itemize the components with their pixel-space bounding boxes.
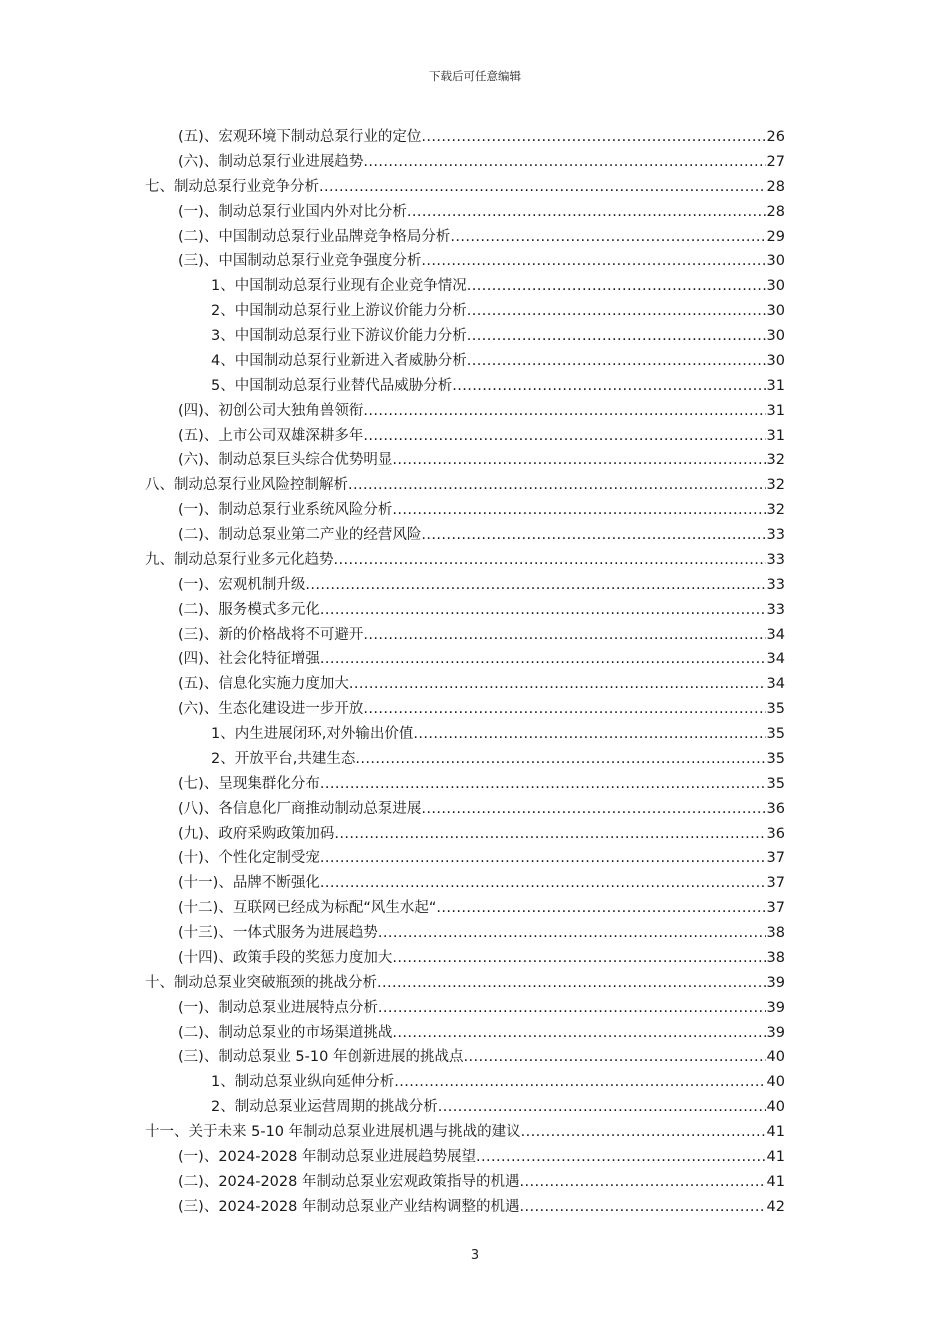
toc-entry-page: 33 bbox=[766, 527, 785, 543]
toc-entry-title: 3、中国制动总泵行业下游议价能力分析 bbox=[211, 328, 467, 344]
toc-entry[interactable] bbox=[145, 498, 785, 523]
toc-dot-leader bbox=[467, 299, 766, 324]
toc-entry[interactable] bbox=[145, 871, 785, 896]
toc-entry-title: (三)、2024-2028 年制动总泵业产业结构调整的机遇 bbox=[178, 1198, 520, 1215]
toc-entry-title: 4、中国制动总泵行业新进入者威胁分析 bbox=[211, 352, 467, 369]
toc-dot-leader bbox=[519, 1195, 765, 1220]
toc-dot-leader bbox=[421, 797, 765, 822]
toc-entry-page: 26 bbox=[766, 129, 785, 145]
toc-dot-leader bbox=[378, 996, 766, 1021]
toc-entry[interactable] bbox=[145, 175, 785, 200]
toc-dot-leader bbox=[334, 548, 766, 573]
toc-entry-title: (五)、上市公司双雄深耕多年 bbox=[178, 427, 364, 444]
toc-entry-title: (四)、初创公司大独角兽领衔 bbox=[178, 402, 364, 419]
toc-entry-page: 36 bbox=[766, 800, 785, 817]
toc-dot-leader bbox=[392, 498, 765, 523]
toc-entry[interactable] bbox=[145, 822, 785, 847]
toc-entry-page: 28 bbox=[766, 178, 785, 195]
toc-entry-title: (一)、2024-2028 年制动总泵业进展趋势展望 bbox=[178, 1148, 476, 1165]
toc-dot-leader bbox=[349, 672, 766, 697]
toc-entry-page: 35 bbox=[766, 775, 785, 792]
toc-entry-page: 30 bbox=[766, 253, 785, 270]
toc-dot-leader bbox=[334, 822, 765, 847]
toc-entry[interactable] bbox=[145, 225, 785, 250]
toc-entry-page: 31 bbox=[766, 377, 785, 394]
toc-entry-page: 37 bbox=[766, 875, 785, 892]
toc-entry[interactable] bbox=[145, 200, 785, 225]
toc-entry-title: (五)、信息化实施力度加大 bbox=[178, 676, 349, 693]
toc-entry-title: 九、制动总泵行业多元化趋势 bbox=[145, 551, 334, 568]
toc-entry[interactable] bbox=[145, 946, 785, 971]
table-of-contents bbox=[145, 125, 785, 1220]
toc-entry-page: 31 bbox=[766, 427, 785, 444]
toc-dot-leader bbox=[392, 946, 765, 971]
toc-entry-title: (六)、制动总泵行业进展趋势 bbox=[178, 153, 364, 170]
toc-dot-leader bbox=[392, 448, 765, 473]
toc-entry-title: (十二)、互联网已经成为标配“风生水起“ bbox=[178, 900, 437, 917]
toc-entry[interactable] bbox=[145, 424, 785, 449]
toc-entry-title: (六)、制动总泵巨头综合优势明显 bbox=[178, 452, 393, 469]
toc-dot-leader bbox=[363, 399, 765, 424]
toc-entry[interactable] bbox=[145, 249, 785, 274]
toc-entry-title: (九)、政府采购政策加码 bbox=[178, 825, 335, 842]
toc-entry-page: 42 bbox=[766, 1198, 785, 1215]
toc-entry-title: 5、中国制动总泵行业替代品威胁分析 bbox=[211, 377, 453, 394]
toc-dot-leader bbox=[363, 623, 765, 648]
toc-dot-leader bbox=[355, 747, 765, 772]
toc-dot-leader bbox=[319, 175, 766, 200]
toc-dot-leader bbox=[394, 1070, 765, 1095]
toc-entry-page: 30 bbox=[766, 352, 785, 369]
toc-entry-title: (二)、2024-2028 年制动总泵业宏观政策指导的机遇 bbox=[178, 1173, 520, 1190]
toc-entry-title: (六)、生态化建设进一步开放 bbox=[178, 701, 364, 718]
toc-entry[interactable] bbox=[145, 722, 785, 747]
toc-dot-leader bbox=[320, 598, 766, 623]
toc-dot-leader bbox=[467, 324, 766, 349]
toc-entry-title: (十三)、一体式服务为进展趋势 bbox=[178, 925, 378, 941]
toc-entry-title: (五)、宏观环境下制动总泵行业的定位 bbox=[178, 129, 422, 145]
toc-entry-title: (一)、制动总泵行业国内外对比分析 bbox=[178, 203, 407, 220]
toc-dot-leader bbox=[438, 1095, 766, 1120]
toc-dot-leader bbox=[378, 921, 766, 946]
toc-entry[interactable] bbox=[145, 1070, 785, 1095]
toc-entry-page: 30 bbox=[766, 328, 785, 344]
toc-entry-page: 41 bbox=[766, 1148, 785, 1165]
toc-entry[interactable] bbox=[145, 598, 785, 623]
toc-entry-page: 30 bbox=[766, 278, 785, 295]
toc-entry-page: 38 bbox=[766, 949, 785, 966]
toc-entry[interactable] bbox=[145, 697, 785, 722]
toc-entry-title: 2、开放平台,共建生态 bbox=[211, 750, 356, 767]
toc-entry-title: (八)、各信息化厂商推动制动总泵进展 bbox=[178, 800, 422, 817]
toc-entry-title: 1、内生进展闭环,对外输出价值 bbox=[211, 726, 414, 742]
toc-entry-page: 34 bbox=[766, 651, 785, 668]
toc-entry-title: (一)、制动总泵业进展特点分析 bbox=[178, 999, 378, 1016]
toc-entry-title: 八、制动总泵行业风险控制解析 bbox=[145, 477, 348, 494]
toc-dot-leader bbox=[450, 225, 765, 250]
toc-entry-title: (三)、制动总泵业 5-10 年创新进展的挑战点 bbox=[178, 1049, 464, 1066]
toc-dot-leader bbox=[407, 200, 766, 225]
toc-entry-title: (二)、中国制动总泵行业品牌竞争格局分析 bbox=[178, 228, 451, 245]
toc-entry-title: (二)、服务模式多元化 bbox=[178, 601, 320, 618]
toc-dot-leader bbox=[320, 846, 766, 871]
toc-entry[interactable] bbox=[145, 971, 785, 996]
toc-dot-leader bbox=[421, 249, 765, 274]
toc-entry-title: (四)、社会化特征增强 bbox=[178, 651, 320, 668]
toc-entry[interactable] bbox=[145, 374, 785, 399]
toc-entry[interactable] bbox=[145, 299, 785, 324]
toc-entry-page: 32 bbox=[766, 477, 785, 494]
toc-entry[interactable] bbox=[145, 921, 785, 946]
toc-entry-page: 34 bbox=[766, 626, 785, 643]
toc-dot-leader bbox=[320, 647, 766, 672]
toc-dot-leader bbox=[463, 1045, 765, 1070]
toc-entry-title: (三)、中国制动总泵行业竞争强度分析 bbox=[178, 253, 422, 270]
toc-dot-leader bbox=[363, 150, 765, 175]
toc-entry[interactable] bbox=[145, 1120, 785, 1145]
toc-dot-leader bbox=[363, 424, 765, 449]
toc-entry-page: 38 bbox=[766, 925, 785, 941]
toc-entry[interactable] bbox=[145, 1170, 785, 1195]
toc-dot-leader bbox=[320, 772, 766, 797]
toc-entry-page: 31 bbox=[766, 402, 785, 419]
toc-entry-page: 35 bbox=[766, 701, 785, 718]
toc-entry-page: 34 bbox=[766, 676, 785, 693]
toc-entry-title: 七、制动总泵行业竞争分析 bbox=[145, 178, 319, 195]
toc-entry-title: (七)、呈现集群化分布 bbox=[178, 775, 320, 792]
toc-entry-page: 40 bbox=[766, 1049, 785, 1066]
toc-dot-leader bbox=[421, 523, 765, 548]
page-number: 3 bbox=[470, 1248, 480, 1263]
toc-dot-leader bbox=[413, 722, 765, 747]
toc-dot-leader bbox=[467, 274, 766, 299]
toc-dot-leader bbox=[476, 1145, 766, 1170]
toc-entry-title: (十)、个性化定制受宠 bbox=[178, 850, 320, 867]
toc-entry[interactable] bbox=[145, 473, 785, 498]
toc-entry-title: (一)、宏观机制升级 bbox=[178, 576, 306, 593]
toc-dot-leader bbox=[392, 1021, 765, 1046]
toc-entry-page: 32 bbox=[766, 452, 785, 469]
toc-dot-leader bbox=[436, 896, 765, 921]
toc-entry-page: 30 bbox=[766, 303, 785, 320]
toc-entry[interactable] bbox=[145, 672, 785, 697]
toc-entry[interactable] bbox=[145, 772, 785, 797]
toc-entry-page: 29 bbox=[766, 228, 785, 245]
toc-entry[interactable] bbox=[145, 548, 785, 573]
toc-entry-title: 十一、关于未来 5-10 年制动总泵业进展机遇与挑战的建议 bbox=[145, 1124, 521, 1140]
toc-entry-page: 27 bbox=[766, 153, 785, 170]
toc-entry-page: 39 bbox=[766, 999, 785, 1016]
toc-entry-title: (一)、制动总泵行业系统风险分析 bbox=[178, 502, 393, 519]
toc-entry-title: (三)、新的价格战将不可避开 bbox=[178, 626, 364, 643]
toc-entry-page: 37 bbox=[766, 900, 785, 917]
toc-entry-page: 35 bbox=[766, 750, 785, 767]
toc-entry-title: 1、中国制动总泵行业现有企业竞争情况 bbox=[211, 278, 467, 295]
toc-entry-title: 十、制动总泵业突破瓶颈的挑战分析 bbox=[145, 974, 377, 991]
toc-dot-leader bbox=[377, 971, 766, 996]
toc-entry-page: 40 bbox=[766, 1074, 785, 1091]
toc-entry[interactable] bbox=[145, 996, 785, 1021]
toc-entry[interactable] bbox=[145, 349, 785, 374]
toc-entry-page: 37 bbox=[766, 850, 785, 867]
toc-entry-page: 33 bbox=[766, 551, 785, 568]
toc-entry[interactable] bbox=[145, 399, 785, 424]
toc-entry[interactable] bbox=[145, 647, 785, 672]
toc-entry-page: 28 bbox=[766, 203, 785, 220]
toc-entry[interactable] bbox=[145, 1045, 785, 1070]
toc-entry[interactable] bbox=[145, 324, 785, 349]
toc-entry[interactable] bbox=[145, 523, 785, 548]
toc-entry-page: 39 bbox=[766, 1024, 785, 1041]
toc-dot-leader bbox=[519, 1170, 765, 1195]
toc-dot-leader bbox=[421, 125, 765, 150]
toc-entry[interactable] bbox=[145, 274, 785, 299]
toc-entry[interactable] bbox=[145, 573, 785, 598]
toc-entry[interactable] bbox=[145, 125, 785, 150]
toc-entry-title: 1、制动总泵业纵向延伸分析 bbox=[211, 1074, 395, 1091]
toc-entry-title: (二)、制动总泵业第二产业的经营风险 bbox=[178, 527, 422, 543]
toc-entry-page: 39 bbox=[766, 974, 785, 991]
toc-entry-page: 33 bbox=[766, 601, 785, 618]
toc-entry-page: 41 bbox=[766, 1124, 785, 1140]
toc-dot-leader bbox=[521, 1120, 766, 1145]
toc-dot-leader bbox=[348, 473, 766, 498]
toc-entry-page: 40 bbox=[766, 1099, 785, 1116]
page-header: 下载后可任意编辑 bbox=[429, 69, 521, 83]
toc-entry[interactable] bbox=[145, 1145, 785, 1170]
toc-entry-title: 2、制动总泵业运营周期的挑战分析 bbox=[211, 1099, 438, 1116]
toc-entry[interactable] bbox=[145, 448, 785, 473]
toc-entry-page: 36 bbox=[766, 825, 785, 842]
toc-dot-leader bbox=[467, 349, 766, 374]
toc-entry-title: (十一)、品牌不断强化 bbox=[178, 875, 320, 892]
toc-entry[interactable] bbox=[145, 1021, 785, 1046]
toc-entry-page: 32 bbox=[766, 502, 785, 519]
toc-entry[interactable] bbox=[145, 896, 785, 921]
toc-entry-page: 35 bbox=[766, 726, 785, 742]
toc-entry[interactable] bbox=[145, 150, 785, 175]
toc-entry-title: (二)、制动总泵业的市场渠道挑战 bbox=[178, 1024, 393, 1041]
toc-entry-title: (十四)、政策手段的奖惩力度加大 bbox=[178, 949, 393, 966]
toc-entry-title: 2、中国制动总泵行业上游议价能力分析 bbox=[211, 303, 467, 320]
toc-dot-leader bbox=[305, 573, 765, 598]
toc-entry-page: 41 bbox=[766, 1173, 785, 1190]
toc-dot-leader bbox=[320, 871, 766, 896]
toc-entry[interactable] bbox=[145, 1195, 785, 1220]
toc-entry[interactable] bbox=[145, 797, 785, 822]
toc-dot-leader bbox=[363, 697, 765, 722]
toc-entry[interactable] bbox=[145, 623, 785, 648]
toc-entry[interactable] bbox=[145, 747, 785, 772]
toc-dot-leader bbox=[452, 374, 765, 399]
toc-entry[interactable] bbox=[145, 1095, 785, 1120]
toc-entry-page: 33 bbox=[766, 576, 785, 593]
toc-entry[interactable] bbox=[145, 846, 785, 871]
